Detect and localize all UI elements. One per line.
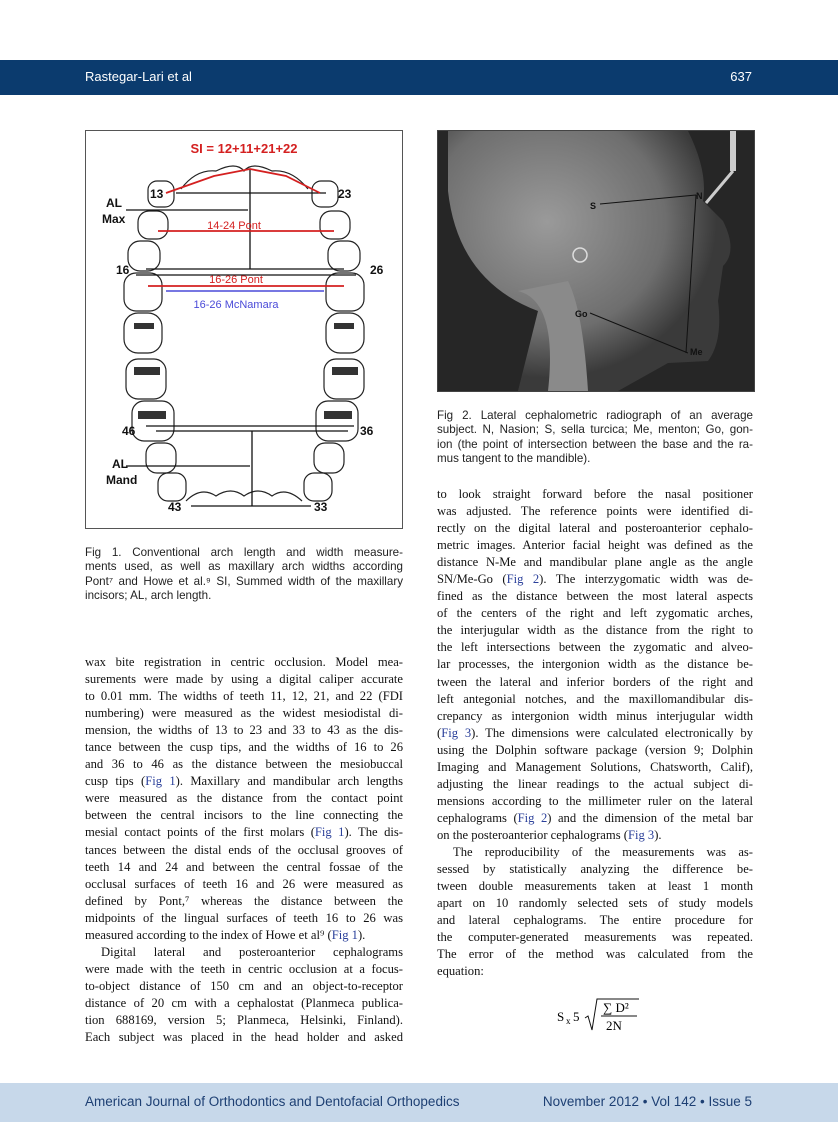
text-line: metric images. Anterior facial height was defined as the [437,538,753,553]
text-line: to-object distance of 150 cm and an object-to-receptor [85,978,403,993]
landmark-go: Go [575,309,588,319]
text-line: tances between the distal ends of the occlusal grooves of [85,842,403,857]
text-line: sessed by statistically analyzing the difference be- [437,862,753,877]
text-line: the interjugular width as the distance from the right to [437,623,753,638]
text-line: surements were made by using a digital caliper accurate [85,672,403,687]
text-line: wax bite registration in centric occlusion. Model mea- [85,655,403,669]
figure-link[interactable]: Fig 3 [627,827,655,842]
tooth-13: 13 [150,187,164,201]
text-line: distance N-Me and mandibular plane angle as the angle [437,555,753,570]
text-line: Each subject was placed in the head holder and asked [85,1030,403,1045]
text-line: mus tangent to the mandible). [437,451,591,465]
running-header [0,60,838,95]
al-mand-label-1: AL [112,457,128,471]
tooth-26: 26 [370,263,384,277]
text-line: mensions according to the millimeter ruler on the lateral [437,793,753,808]
text-line: between the central incisors to the line connecting the [85,808,403,823]
text-line: lar processes, the intergonion width as the distance be- [437,657,753,672]
figure-link[interactable]: Fig 2 [506,572,540,587]
text-line: measured according to the index of Howe et al⁹ (Fig 1). [85,927,366,942]
text-line: left antegonial notches, and the maxillomandibular dis- [437,691,753,706]
text-line: The reproducibility of the measurements was as- [453,844,753,859]
text-line: the left intersections between the zygomatic and alveo- [437,640,753,655]
text-line: crepancy as intergonion width minus interjugular width [437,708,753,723]
figure-1-arch-diagram [85,130,403,529]
landmark-s: S [590,201,597,211]
text-line: teeth 14 and 24 and between the central fossae of the [85,859,403,874]
text-line: (Fig 3). The dimensions were calculated electronically by [437,725,753,740]
text-line: numbering) were measured as the widest mesiodistal di- [85,706,403,721]
figure-1-caption [85,546,403,603]
tooth-46: 46 [122,424,136,438]
eq-op: 5 [573,1009,580,1024]
eq-lhs: S [557,1009,565,1024]
paragraph [85,654,403,944]
error-equation [557,996,647,1040]
text-line: were made with the teeth in centric occlusion at a focus- [85,961,403,976]
text-line: fined as the distance between the most lateral aspects [437,589,753,604]
si-formula: SI = 12+11+21+22 [190,141,298,156]
tooth-33: 33 [314,500,328,514]
figure-2-cephalogram [437,130,755,392]
text-line: using the Dolphin software package (version 9; Dolphin [437,742,753,757]
text-line: tion 688169, version 5; Planmeca, Helsinki, Finland). [85,1012,403,1027]
running-footer [0,1083,838,1122]
text-line: Digital lateral and posteroanterior cephalograms [101,944,403,959]
text-line: was adjusted. The reference points were identified di- [437,504,753,519]
text-line: Fig 1. Conventional arch length and width measure- [85,546,403,559]
text-line: tween double measurements taken at least 1 month [437,879,753,894]
left-column-text [85,654,403,1046]
text-line: SN/Me-Go (Fig 2). The interzygomatic width was de- [437,572,753,587]
landmark-me: Me [690,347,703,357]
figure-link[interactable]: Fig 2 [517,810,548,825]
figure-link[interactable]: Fig 1 [331,927,358,942]
figure-link[interactable]: Fig 1 [314,825,345,840]
text-line: tween the lateral and inferior borders of the right and [437,674,753,689]
text-line: cephalograms (Fig 2) and the dimension of the metal bar [437,810,753,825]
teeth-outline [124,166,364,501]
figure-link[interactable]: Fig 3 [441,725,472,740]
tooth-23: 23 [338,187,352,201]
text-line: incisors; AL, arch length. [85,588,212,602]
running-title: Rastegar-Lari et al [85,69,192,84]
eq-denominator: 2N [606,1018,622,1033]
text-line: tance between the cusp tips, and the widths of 16 to 26 [85,740,403,755]
text-line: to 0.01 mm. The widths of teeth 11, 12, 21, and 22 (FDI [85,689,403,704]
text-line: the computer-generated measurements was repeated. [437,930,753,945]
text-line: subject. N, Nasion; S, sella turcica; Me, menton; Go, gon- [437,423,753,437]
text-line: apart on 10 randomly selected sets of study models [437,896,753,911]
text-line: ments used, as well as maxillary arch widths according [85,560,403,574]
tooth-36: 36 [360,424,374,438]
text-line: mension, the widths of 13 to 23 and 33 to 43 as the dis- [85,723,403,738]
paragraph [85,944,403,1046]
figure-link[interactable]: Fig 1 [145,774,176,789]
text-line: and lateral cephalograms. The entire procedure for [437,913,753,928]
text-line: equation: [437,964,484,979]
text-line: The error of the method was calculated from the [437,947,753,962]
paragraph [437,486,753,844]
text-line: Pont⁷ and Howe et al.⁹ SI, Summed width of the maxillary [85,574,403,588]
text-line: Fig 2. Lateral cephalometric radiograph of an average [437,409,753,422]
text-line: ion (the point of intersection between the base and the ra- [437,437,753,451]
label-16-26-pont: 16-26 Pont [209,274,263,286]
al-max-label-1: AL [106,196,122,210]
issue-info: November 2012 • Vol 142 • Issue 5 [542,1094,752,1109]
text-line: midpoints of the lingual surfaces of teeth 16 to 26 was [85,910,403,925]
label-14-24-pont: 14-24 Pont [207,220,261,232]
text-line: on the posteroanterior cephalograms (Fig 3). [437,827,662,842]
text-line: rectly on the digital lateral and posteroanterior cephalo- [437,521,753,536]
text-line: Imaging and Management Solutions, Chatsworth, Calif), [437,759,753,774]
eq-sub: x [566,1016,571,1026]
al-max-label-2: Max [102,212,126,226]
text-line: defined by Pont,⁷ whereas the distance between the [85,893,403,908]
tooth-16: 16 [116,263,130,277]
right-column-text [437,486,753,980]
figure-2-caption [437,409,753,466]
label-16-26-mcnamara: 16-26 McNamara [193,299,279,311]
text-line: cusp tips (Fig 1). Maxillary and mandibular arch lengths [85,774,403,789]
text-line: adjusting the linear readings to the actual subject di- [437,776,753,791]
text-line: were measured as the distance from the contact point [85,791,403,806]
tooth-43: 43 [168,500,182,514]
eq-numerator: ∑ D² [603,1000,629,1015]
text-line: distance of 20 cm with a cephalostat (Planmeca publica- [85,995,403,1010]
text-line: and 36 to 46 as the distance between the mesiobuccal [85,757,403,772]
text-line: mesial contact points of the first molars (Fig 1). The dis- [85,825,403,840]
text-line: of the centers of the right and left zygomatic arches, [437,606,753,621]
text-line: to look straight forward before the nasal positioner [437,487,753,501]
page-number: 637 [730,69,752,84]
journal-name: American Journal of Orthodontics and Dentofacial Orthopedics [85,1094,460,1109]
landmark-n: N [696,191,703,201]
paragraph [437,844,753,980]
text-line: occlusal surfaces of teeth 16 and 26 were measured as [85,876,403,891]
al-mand-label-2: Mand [106,473,138,487]
